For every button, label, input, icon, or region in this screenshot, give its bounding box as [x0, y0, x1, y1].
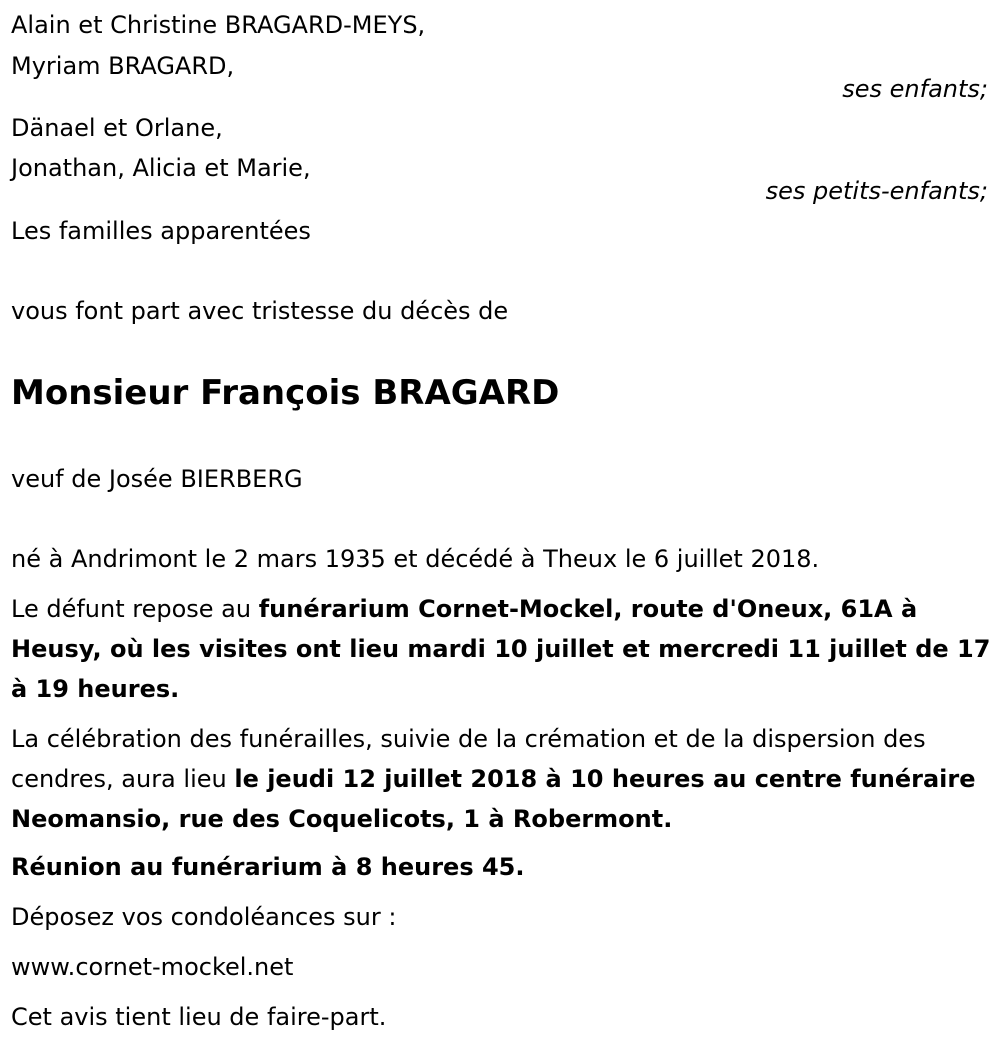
announcement-intro: vous font part avec tristesse du décès de [11, 297, 509, 325]
children-line-1: Alain et Christine BRAGARD-MEYS, [11, 11, 426, 39]
meeting-info: Réunion au funérarium à 8 heures 45. [11, 853, 525, 881]
children-line-2: Myriam BRAGARD, [11, 52, 235, 80]
widower-of: veuf de Josée BIERBERG [11, 465, 303, 493]
children-role: ses enfants; [842, 75, 988, 103]
related-families: Les familles apparentées [11, 217, 311, 245]
condolences-label: Déposez vos condoléances sur : [11, 903, 397, 931]
grandchildren-line-2: Jonathan, Alicia et Marie, [11, 154, 311, 182]
ceremony-paragraph [11, 719, 991, 839]
deceased-name: Monsieur François BRAGARD [11, 373, 560, 413]
repose-details: funérarium Cornet-Mockel, route d'Oneux, 61A à Heusy, où les visites ont lieu mardi 10 juillet et mercredi 11 juillet de 17 à 19 heures. [11, 595, 991, 703]
ceremony-prefix: La célébration des funérailles, suivie de la crémation et de la dispersion des cendres, aura lieu [11, 725, 926, 793]
ceremony-details: le jeudi 12 juillet 2018 à 10 heures au centre funéraire Neomansio, rue des Coquelicots, 1 à Robermont. [11, 765, 976, 833]
grandchildren-line-1: Dänael et Orlane, [11, 114, 223, 142]
repose-paragraph [11, 589, 991, 709]
birth-death-details: né à Andrimont le 2 mars 1935 et décédé à Theux le 6 juillet 2018. [11, 545, 820, 573]
closing-note: Cet avis tient lieu de faire-part. [11, 1003, 387, 1031]
grandchildren-role: ses petits-enfants; [765, 177, 988, 205]
condolences-website-link[interactable]: www.cornet-mockel.net [11, 953, 294, 981]
repose-prefix: Le défunt repose au [11, 595, 259, 623]
